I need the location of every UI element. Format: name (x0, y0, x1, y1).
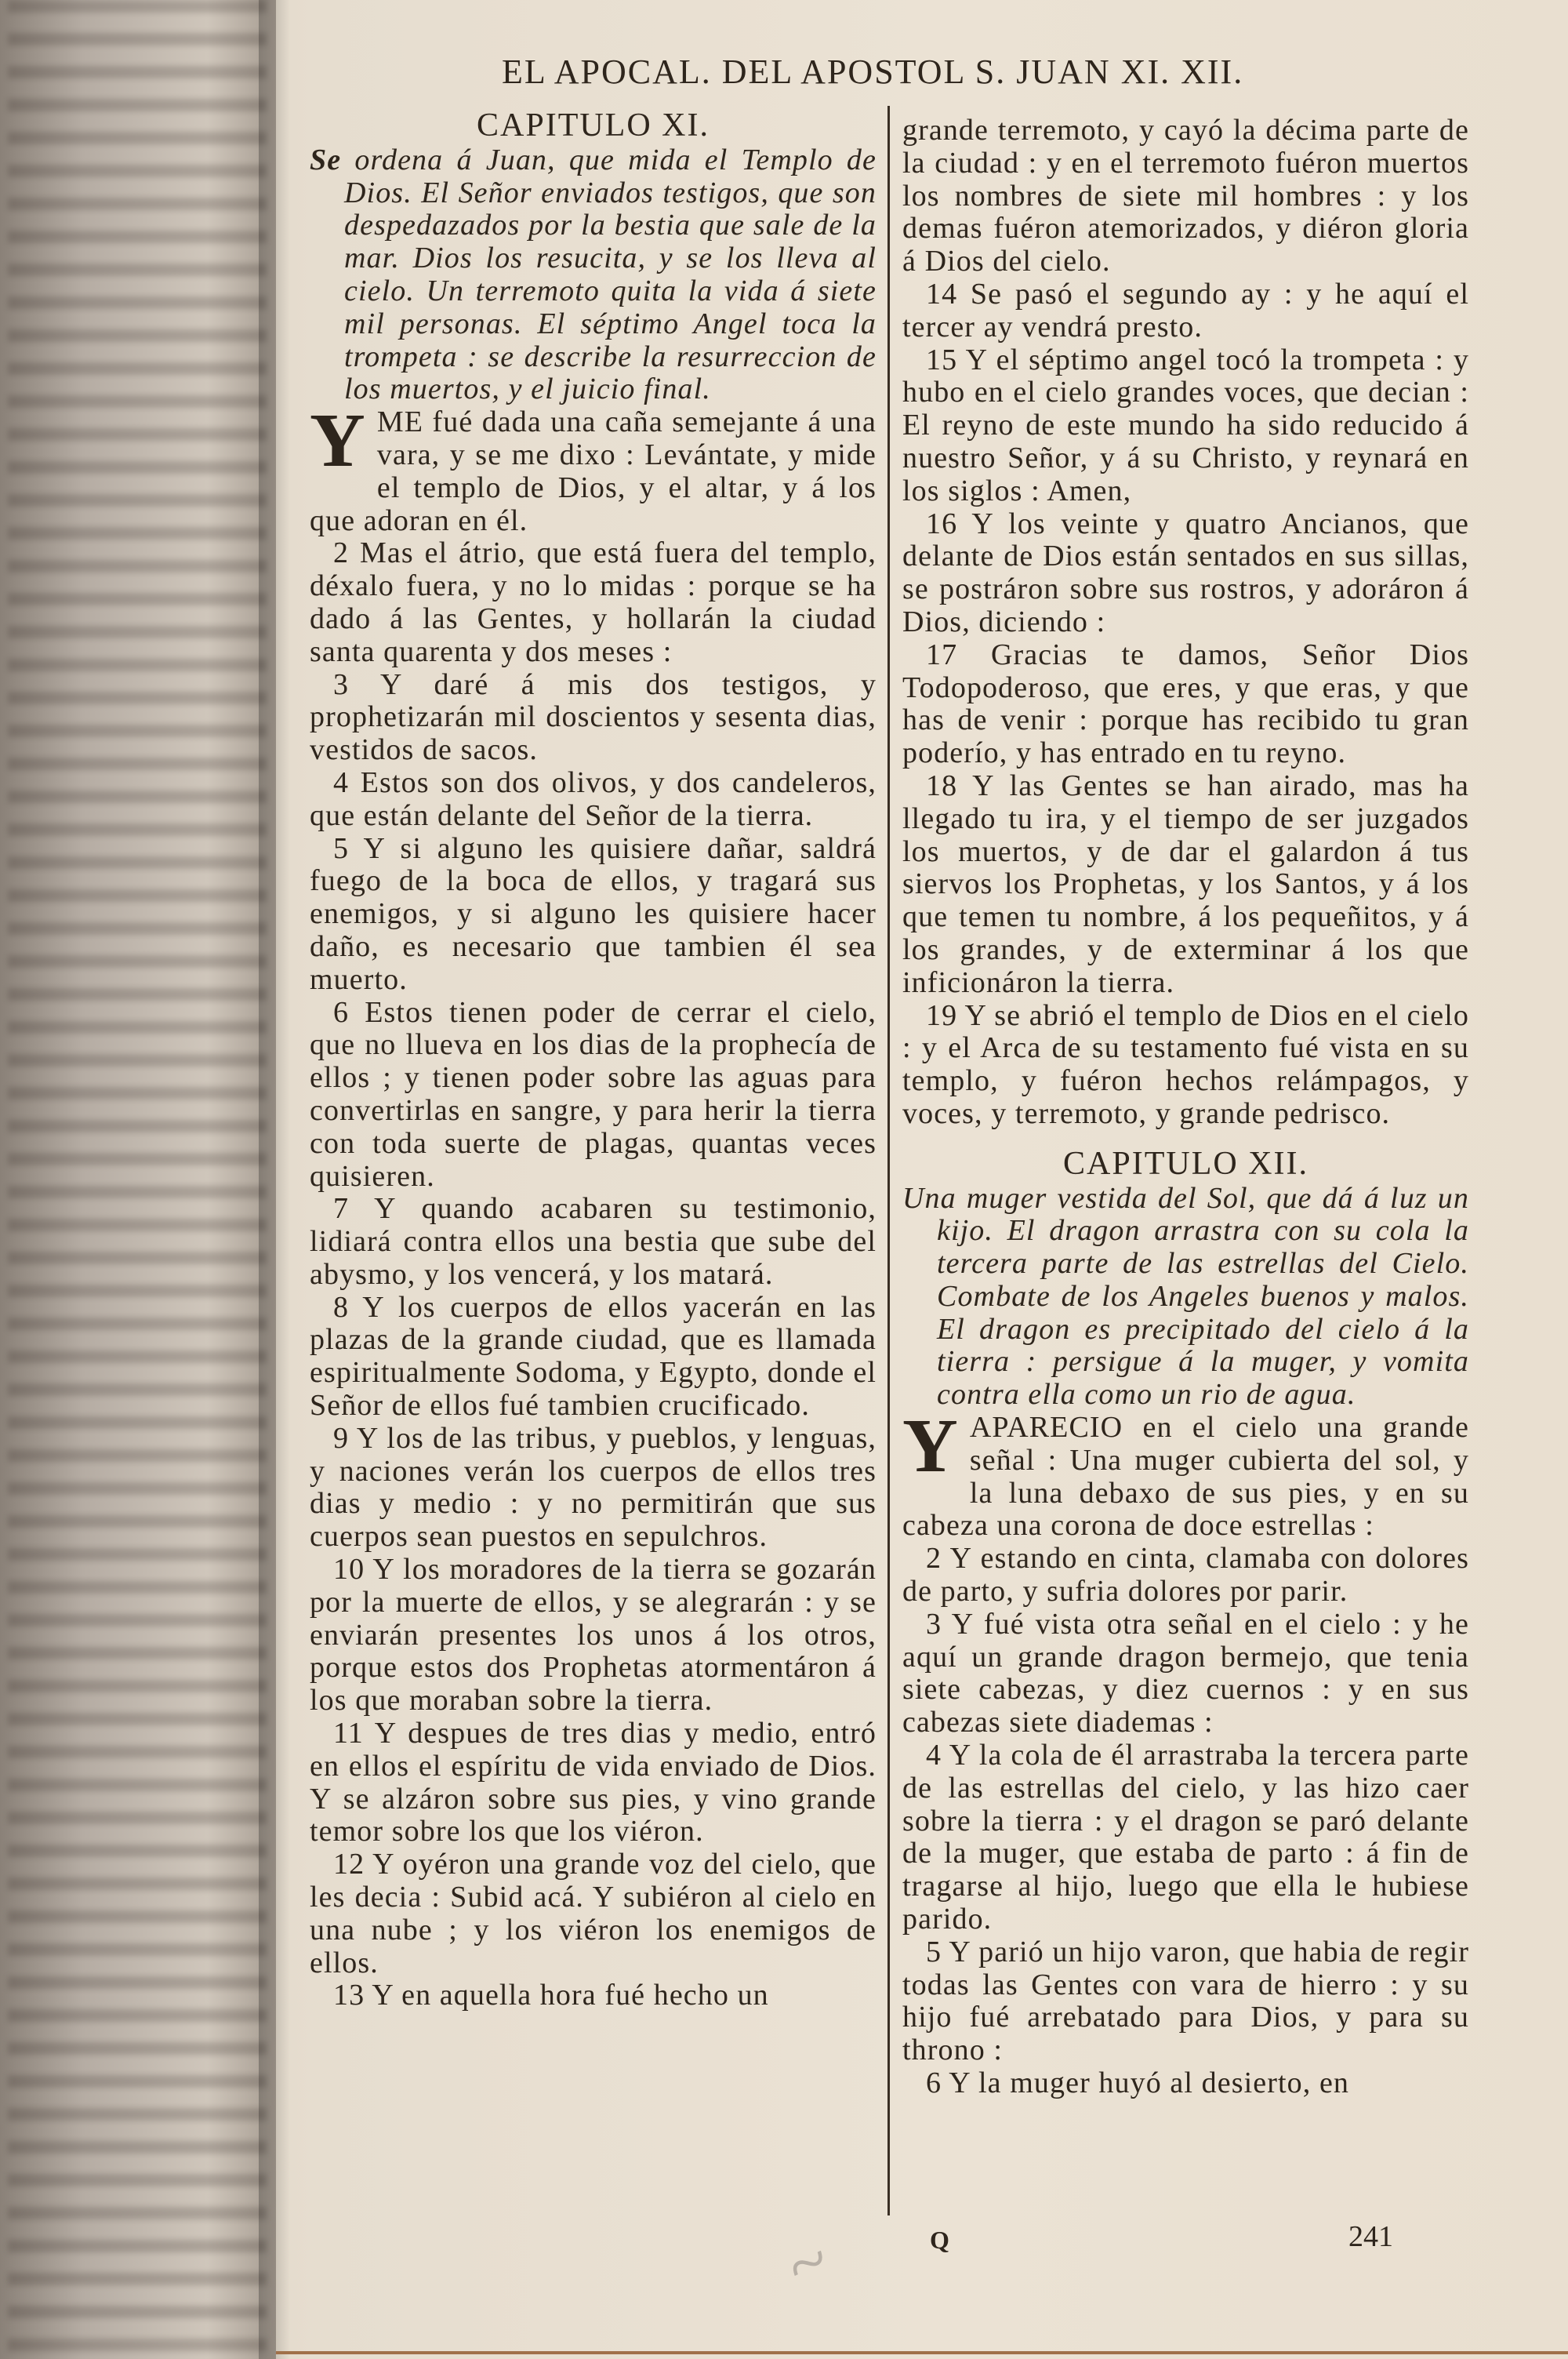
verse: 5 Y parió un hijo varon, que habia de regir todas las Gentes con vara de hierro : y su hijo fué arrebatado para Dios, y para su throno : (902, 1935, 1469, 2067)
page-bottom-edge (276, 2351, 1568, 2354)
verse-1 (902, 1404, 1469, 1543)
verse: 6 Y la muger huyó al desierto, en (926, 2066, 1350, 2100)
verse: 2 Y estando en cinta, clamaba con dolores de parto, y sufria dolores por parir. (902, 1542, 1469, 1608)
drop-cap: Y (310, 398, 366, 484)
verse-1-text: APARECIO en el cielo una grande señal : Una muger cubierta del sol, y la luna debaxo de sus pies, y en su cabeza una corona de doce estrellas : (902, 1411, 1469, 1543)
verse: 10 Y los moradores de la tierra se gozarán por la muerte de ellos, y se alegrarán : y se enviarán presentes los unos á los otros, porque estos dos Prophetas atormentáron á los que moraban sobre la tierra. (310, 1553, 877, 1717)
verse-1-text: ME fué dada una caña semejante á una vara, y se me dixo : Levántate, y mide el templo de Dios, y el altar, y á los que adoran en él. (310, 405, 877, 537)
verse: 7 Y quando acabaren su testimonio, lidiará contra ellos una bestia que sube del abysmo, y los vencerá, y los matará. (310, 1192, 877, 1291)
facing-page-edge (0, 0, 276, 2359)
chapter-11-title: CAPITULO XI. (477, 107, 710, 144)
verse: 14 Se pasó el segundo ay : y he aquí el tercer ay vendrá presto. (902, 277, 1469, 343)
verse: 15 Y el séptimo angel tocó la trompeta : y hubo en el cielo grandes voces, que decian : El reyno de este mundo ha sido reducido á nuestro Señor, y á su Christo, y reynará en los siglos : Amen, (902, 343, 1469, 507)
signature-mark: Q (930, 2226, 949, 2254)
verse: 11 Y despues de tres dias y medio, entró en ellos el espíritu de vida enviado de Dios. Y se alzáron sobre sus pies, y vino grande temor sobre los que los viéron. (310, 1717, 877, 1848)
verse: 18 Y las Gentes se han airado, mas ha llegado tu ira, y el tiempo de ser juzgados los muertos, y de dar el galardon á tus siervos los Prophetas, y los Santos, y á los que temen tu nombre, á los pequeñitos, y á los grandes, y de exterminar á los que inficionáron la tierra. (902, 769, 1469, 999)
facing-page-text-blur (8, 0, 267, 2359)
chapter-12-summary: Una muger vestida del Sol, que dá á luz un kijo. El dragon arrastra con su cola la tercera parte de las estrellas del Cielo. Combate de los Angeles buenos y malos. El dragon es precipitado del cielo á la tierra : persigue á la muger, y vomita contra ella como un rio de agua. (902, 1181, 1469, 1412)
right-column (902, 114, 1469, 2100)
book-gutter-shadow (259, 0, 290, 2359)
verse: 16 Y los veinte y quatro Ancianos, que delante de Dios están sentados en sus sillas, se postráron sobre sus rostros, y adoráron á Dios, diciendo : (902, 507, 1469, 638)
verse: 17 Gracias te damos, Señor Dios Todopoderoso, que eres, y que eras, y que has de venir : porque has recibido tu gran poderío, y has entrado en tu reyno. (902, 638, 1469, 770)
chapter-12-title: CAPITULO XII. (1063, 1145, 1308, 1182)
summary-text: ordena á Juan, que mida el Templo de Dios. El Señor enviados testigos, que son despedazados por la bestia que sale de la mar. Dios los resucita, y se los lleva al cielo. Un terremoto quita la vida á siete mil personas. El séptimo Angel toca la trompeta : se describe la resurreccion de los muertos, y el juicio final. (344, 143, 877, 406)
verse: 3 Y fué vista otra señal en el cielo : y he aquí un grande dragon bermejo, que tenia siete cabezas, y diez cuernos : y en sus cabezas siete diademas : (902, 1607, 1469, 1739)
page-number: 241 (1348, 2220, 1393, 2253)
verse-1 (310, 398, 877, 537)
running-header: EL APOCAL. DEL APOSTOL S. JUAN XI. XII. (502, 53, 1244, 91)
chapter-11-summary (310, 144, 877, 406)
verse: 2 Mas el átrio, que está fuera del templo, déxalo fuera, y no lo midas : porque se ha dado á las Gentes, y hollarán la ciudad santa quarenta y dos meses : (310, 536, 877, 668)
verse: 3 Y daré á mis dos testigos, y prophetizarán mil doscientos y sesenta dias, vestidos de sacos. (310, 667, 877, 767)
verse: 4 Estos son dos olivos, y dos candeleros, que están delante del Señor de la tierra. (310, 765, 877, 832)
verse-continuation: grande terremoto, y cayó la décima parte de la ciudad : y en el terremoto fuéron muertos los nombres de siete mil hombres : y los demas fuéron atemorizados, y diéron gloria á Dios del cielo. (902, 114, 1469, 278)
verse: 6 Estos tienen poder de cerrar el cielo, que no llueva en los dias de la prophecía de ellos ; y tienen poder sobre las aguas para convertirlas en sangre, y para herir la tierra con toda suerte de plagas, quantas veces quisieren. (310, 995, 877, 1193)
verse: 9 Y los de las tribus, y pueblos, y lenguas, y naciones verán los cuerpos de ellos tres dias y medio : y no permitirán que sus cuerpos sean puestos en sepulchros. (310, 1421, 877, 1554)
verse: 13 Y en aquella hora fué hecho un (333, 1979, 769, 2012)
verse: 8 Y los cuerpos de ellos yacerán en las plazas de la grande ciudad, que es llamada espiritualmente Sodoma, y Egypto, donde el Señor de ellos fué tambien crucificado. (310, 1290, 877, 1423)
summary-first-word: Se (310, 143, 342, 176)
verse: 12 Y oyéron una grande voz del cielo, que les decia : Subid acá. Y subiéron al cielo en una nube ; y los viéron los enemigos de ellos. (310, 1848, 877, 1979)
verse: 19 Y se abrió el templo de Dios en el cielo : y el Arca de su testamento fué vista en su templo, y fuéron hechos relámpagos, y voces, y terremoto, y grande pedrisco. (902, 998, 1469, 1130)
verse: 5 Y si alguno les quisiere dañar, saldrá fuego de la boca de ellos, y tragará sus enemigos, y si alguno les quisiere hacer daño, es necesario que tambien él sea muerto. (310, 831, 877, 996)
column-divider (887, 106, 890, 2215)
pencil-mark: ~ (773, 2220, 841, 2307)
verse: 4 Y la cola de él arrastraba la tercera parte de las estrellas del cielo, y las hizo caer sobre la tierra : y el dragon se paró delante de la muger, que estaba de parto : á fin de tragarse al hijo, luego que ella le hubiese parido. (902, 1739, 1469, 1936)
drop-cap: Y (902, 1404, 959, 1489)
left-column (310, 107, 877, 2012)
